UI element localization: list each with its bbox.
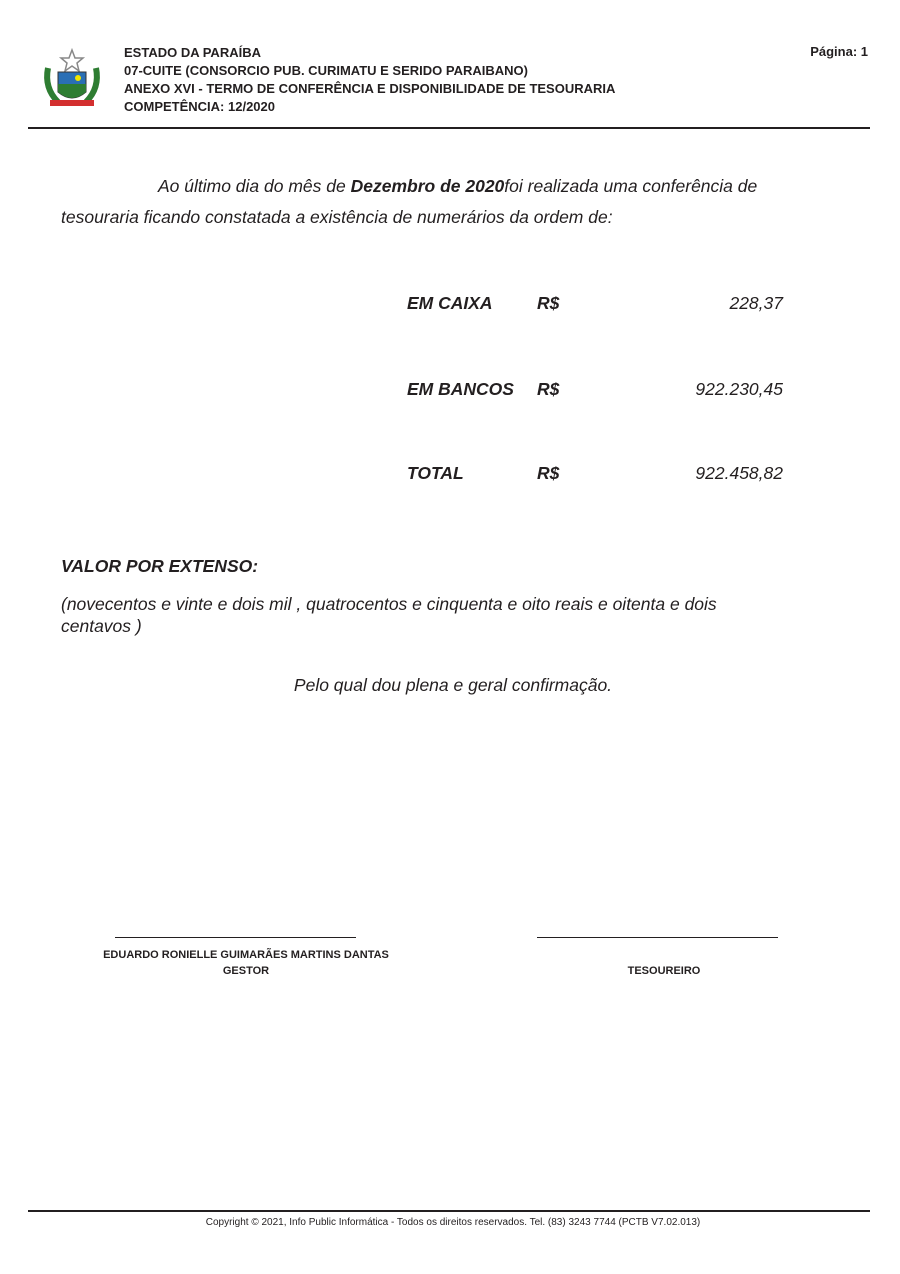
signature-role-tesoureiro: TESOUREIRO (627, 965, 701, 977)
signature-line-gestor (115, 937, 356, 938)
signature-role-gestor: GESTOR (222, 965, 270, 977)
header-divider (28, 127, 870, 129)
label-total: TOTAL (407, 463, 464, 483)
header-competence: COMPETÊNCIA: 12/2020 (124, 99, 275, 114)
intro-month: Dezembro de 2020 (350, 176, 505, 196)
intro-line-1 (158, 176, 757, 197)
signature-line-tesoureiro (537, 937, 778, 938)
state-coat-of-arms-logo (40, 48, 104, 112)
footer-copyright: Copyright © 2021, Info Public Informática - Todos os direitos reservados. Tel. (83) 3243 7744 (PCTB V7.02.013) (205, 1217, 701, 1228)
header-entity: 07-CUITE (CONSORCIO PUB. CURIMATU E SERIDO PARAIBANO) (124, 63, 528, 78)
extenso-title: VALOR POR EXTENSO: (61, 556, 259, 576)
label-em-caixa: EM CAIXA (407, 293, 493, 313)
page-number: Página: 1 (810, 44, 868, 59)
value-total: 922.458,82 (695, 463, 783, 483)
intro-text: Ao último dia do mês de (158, 176, 351, 196)
intro-line-2: tesouraria ficando constatada a existência de numerários da ordem de: (61, 207, 613, 227)
currency-total: R$ (537, 463, 560, 483)
footer-divider (28, 1210, 870, 1212)
header-report-title: ANEXO XVI - TERMO DE CONFERÊNCIA E DISPONIBILIDADE DE TESOURARIA (124, 81, 616, 96)
value-em-bancos: 922.230,45 (695, 379, 783, 399)
confirmation-text: Pelo qual dou plena e geral confirmação. (293, 675, 613, 695)
extenso-text: (novecentos e vinte e dois mil , quatrocentos e cinquenta e oito reais e oitenta e dois centavos ) (61, 594, 717, 636)
label-em-bancos: EM BANCOS (407, 379, 514, 399)
signature-name-gestor: EDUARDO RONIELLE GUIMARÃES MARTINS DANTAS (103, 949, 389, 961)
header-state: ESTADO DA PARAÍBA (124, 45, 261, 60)
currency-em-caixa: R$ (537, 293, 560, 313)
currency-em-bancos: R$ (537, 379, 560, 399)
value-em-caixa: 228,37 (729, 293, 783, 313)
intro-text-after: foi realizada uma conferência de (504, 176, 758, 196)
